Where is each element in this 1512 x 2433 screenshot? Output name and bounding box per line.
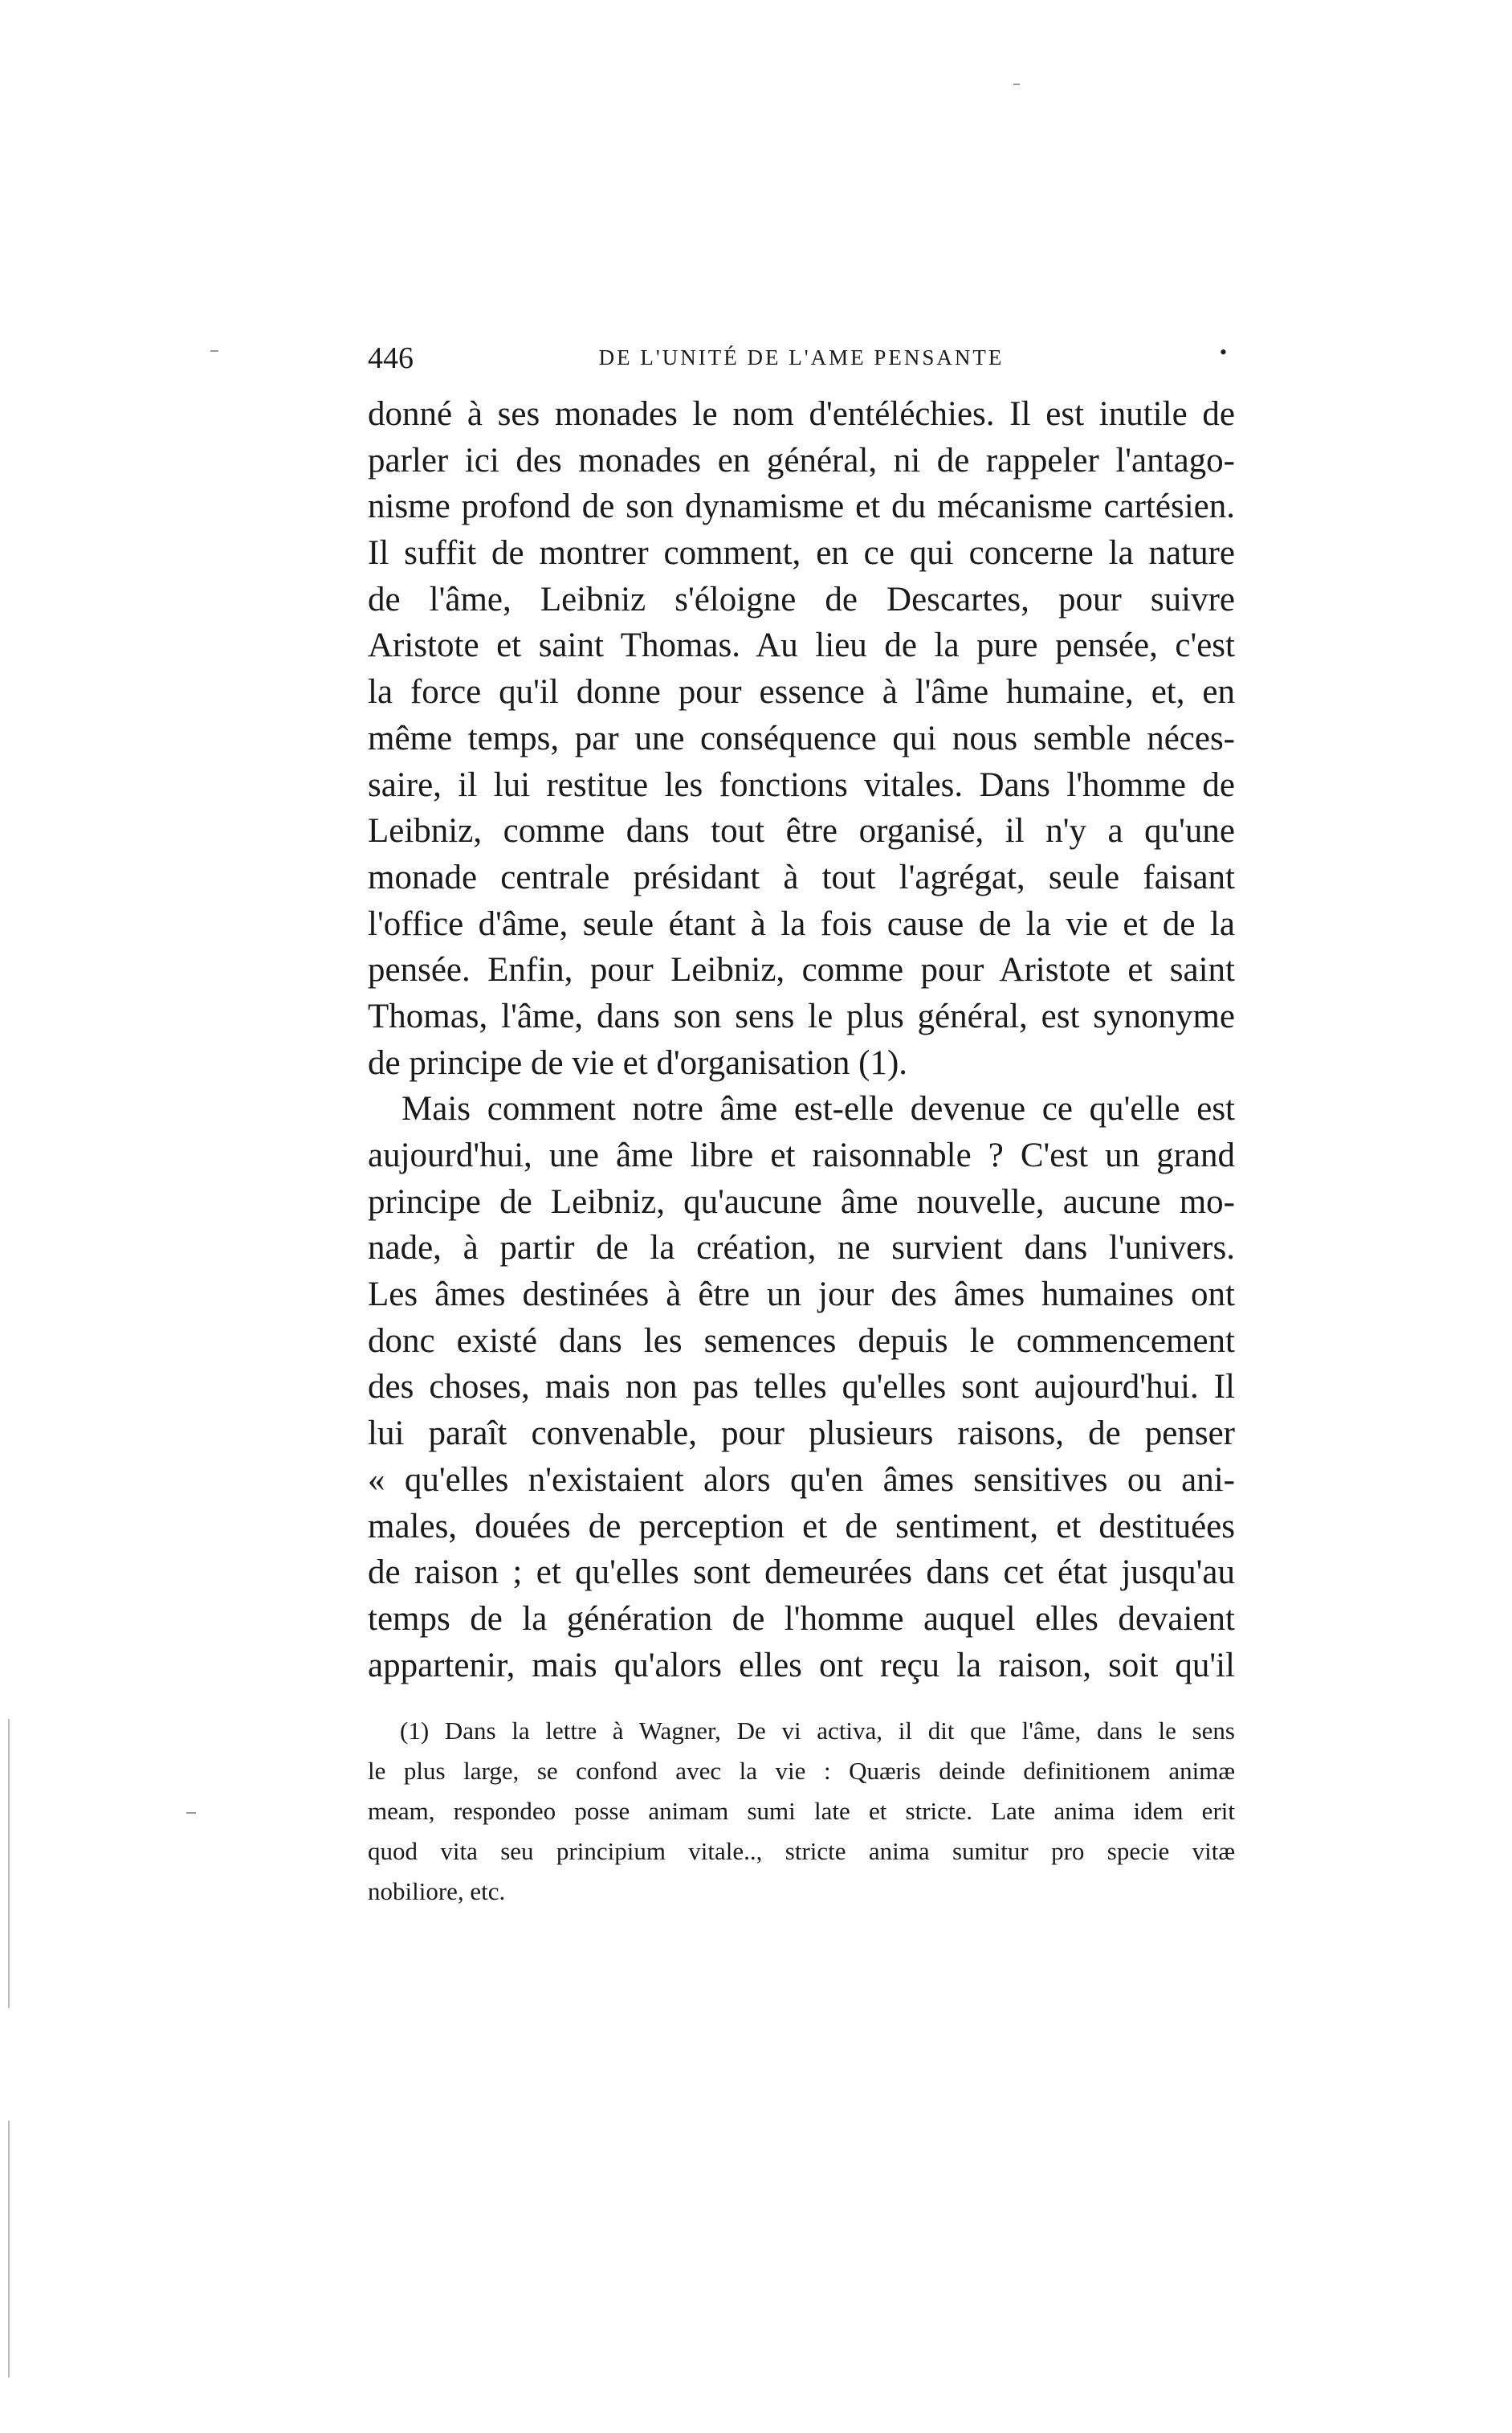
body-line: nisme profond de son dynamisme et du mécanisme cartésien. [368, 488, 1235, 526]
body-line: temps de la génération de l'homme auquel elles devaient [368, 1599, 1235, 1638]
body-line: principe de Leibniz, qu'aucune âme nouvelle, aucune mo- [368, 1182, 1235, 1221]
running-head [368, 337, 1235, 386]
body-line: aujourd'hui, une âme libre et raisonnable ? C'est un grand [368, 1137, 1235, 1174]
body-line: Les âmes destinées à être un jour des âmes humaines ont [368, 1276, 1235, 1314]
header-mark: • [1219, 341, 1227, 364]
scan-speck [1013, 84, 1020, 85]
body-line: Il suffit de montrer comment, en ce qui concerne la nature [368, 534, 1235, 573]
footnote-line: quod vita seu principium vitale.., stricte anima sumitur pro specie vitæ [368, 1837, 1235, 1865]
scan-edge [8, 2121, 10, 2378]
body-line: de l'âme, Leibniz s'éloigne de Descartes, pour suivre [368, 580, 1235, 618]
body-line: Mais comment notre âme est-elle devenue ce qu'elle est [401, 1090, 1235, 1129]
footnote [368, 1711, 1235, 1912]
scan-speck [186, 1812, 196, 1814]
body-line: de raison ; et qu'elles sont demeurées dans cet état jusqu'au [368, 1553, 1235, 1592]
body-line: lui paraît convenable, pour plusieurs raisons, de penser [368, 1414, 1235, 1453]
body-line: donc existé dans les semences depuis le commencement [368, 1321, 1235, 1360]
footnote-line: (1) Dans la lettre à Wagner, De vi activa, il dit que l'âme, dans le sens [400, 1717, 1235, 1745]
body-line: pensée. Enfin, pour Leibniz, comme pour Aristote et saint [368, 951, 1235, 990]
body-line: « qu'elles n'existaient alors qu'en âmes sensitives ou ani- [368, 1460, 1235, 1499]
body-line: monade centrale présidant à tout l'agrégat, seule faisant [368, 858, 1235, 896]
body-line: males, douées de perception et de sentiment, et destituées [368, 1507, 1235, 1545]
body-line: l'office d'âme, seule étant à la fois cause de la vie et de la [368, 904, 1235, 943]
scan-edge [8, 1719, 10, 2008]
body-line: Thomas, l'âme, dans son sens le plus général, est synonyme [368, 997, 1235, 1035]
footnote-line: meam, respondeo posse animam sumi late et stricte. Late anima idem erit [368, 1797, 1235, 1825]
body-line: appartenir, mais qu'alors elles ont reçu la raison, soit qu'il [368, 1646, 1235, 1684]
body-line: saire, il lui restitue les fonctions vitales. Dans l'homme de [368, 765, 1235, 804]
footnote-line: nobiliore, etc. [368, 1877, 506, 1905]
body-text [368, 391, 1235, 1688]
body-line: Leibniz, comme dans tout être organisé, il n'y a qu'une [368, 812, 1235, 851]
page-number: 446 [368, 341, 414, 375]
body-line: donné à ses monades le nom d'entéléchies. Il est inutile de [368, 395, 1235, 433]
body-line: des choses, mais non pas telles qu'elles sont aujourd'hui. Il [368, 1368, 1235, 1406]
body-line: de principe de vie et d'organisation (1). [368, 1043, 908, 1082]
body-line: Aristote et saint Thomas. Au lieu de la pure pensée, c'est [368, 627, 1235, 665]
body-line: parler ici des monades en général, ni de rappeler l'antago- [368, 441, 1235, 480]
scan-speck [210, 350, 218, 352]
body-line: même temps, par une conséquence qui nous semble néces- [368, 719, 1235, 757]
running-title: DE L'UNITÉ DE L'AME PENSANTE [598, 345, 1005, 369]
body-line: la force qu'il donne pour essence à l'âme humaine, et, en [368, 673, 1235, 712]
body-line: nade, à partir de la création, ne survient dans l'univers. [368, 1229, 1235, 1268]
footnote-line: le plus large, se confond avec la vie : Quæris deinde definitionem animæ [368, 1757, 1235, 1785]
